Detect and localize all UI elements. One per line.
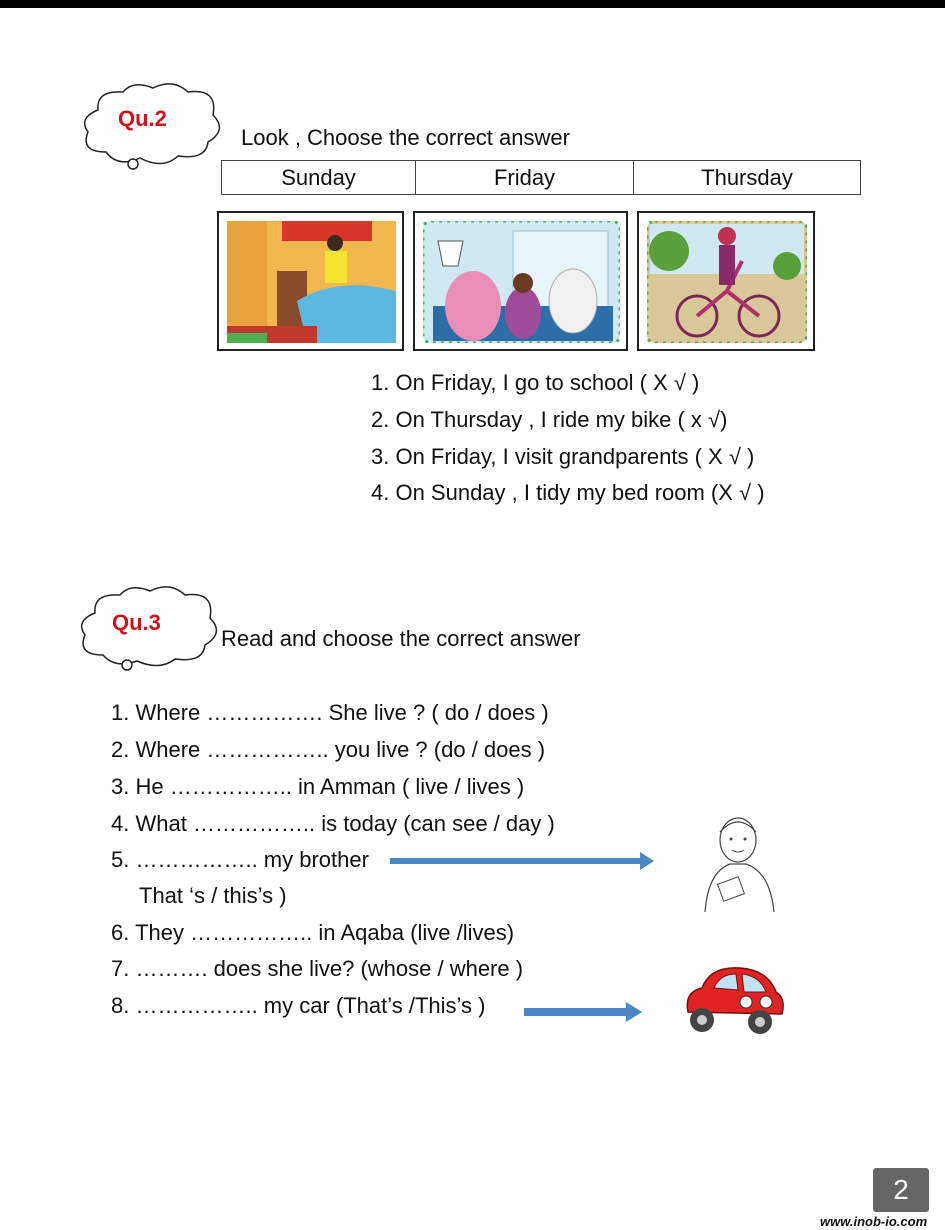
qu3-item: 4. What …………….. is today (can see / day ) <box>111 811 555 836</box>
qu2-label: Qu.2 <box>118 106 167 131</box>
qu2-item: 3. On Friday, I visit grandparents ( X √ ) <box>371 444 755 469</box>
website-watermark: www.inob-io.com <box>820 1214 928 1229</box>
family-visiting-grandparents-picture <box>413 211 628 351</box>
red-car-picture <box>680 962 788 1036</box>
qu2-item: 2. On Thursday , I ride my bike ( x √) <box>371 407 728 432</box>
qu3-instruction: Read and choose the correct answer <box>221 626 581 651</box>
qu3-item: 1. Where ……………. She live ? ( do / does ) <box>111 700 549 725</box>
qu3-item: 3. He …………….. in Amman ( live / lives ) <box>111 774 525 799</box>
qu3-item: 6. They …………….. in Aqaba (live /lives) <box>111 920 515 945</box>
qu3-item-options: That ‘s / this’s ) <box>139 883 287 908</box>
days-table <box>221 160 861 195</box>
qu3-label: Qu.3 <box>112 610 161 635</box>
brother-picture <box>700 812 778 912</box>
arrow-right-icon <box>524 1002 644 1022</box>
top-border <box>0 0 945 8</box>
boy-tidying-bed-picture <box>217 211 404 351</box>
qu3-item: 7. ………. does she live? (whose / where ) <box>111 956 524 981</box>
qu3-item: 8. …………….. my car (That’s /This’s ) <box>111 993 486 1018</box>
qu2-item: 4. On Sunday , I tidy my bed room (X √ ) <box>371 480 765 505</box>
day-cell: Friday <box>416 161 634 194</box>
qu2-item: 1. On Friday, I go to school ( X √ ) <box>371 370 700 395</box>
girl-riding-bike-picture <box>637 211 815 351</box>
qu2-instruction: Look , Choose the correct answer <box>241 125 570 150</box>
qu3-item: 2. Where …………….. you live ? (do / does ) <box>111 737 546 762</box>
day-cell: Thursday <box>701 164 793 190</box>
qu3-item: 5. …………….. my brother <box>111 847 369 872</box>
arrow-right-icon <box>390 852 656 870</box>
day-cell: Sunday <box>222 161 416 194</box>
page-number-badge: 2 <box>873 1168 929 1212</box>
